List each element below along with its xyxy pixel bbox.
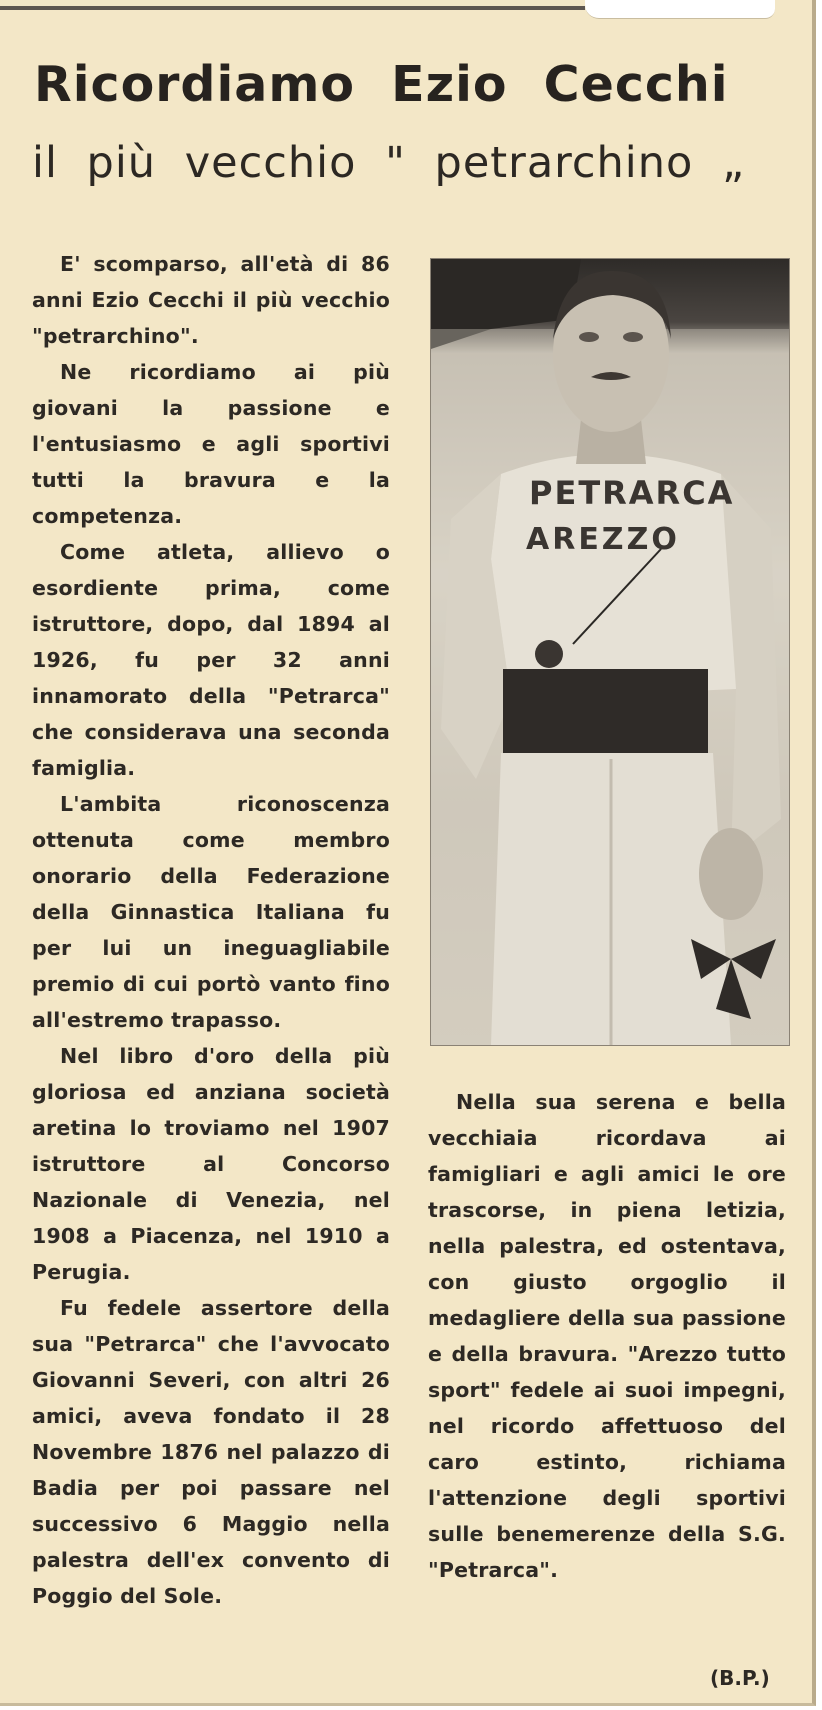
paragraph: Ne ricordiamo ai più giovani la passione e l'entusiasmo e agli sportivi tutti la bravura e la competenza. [32,360,390,528]
paragraph: Come atleta, allievo o esordiente prima, come istruttore, dopo, dal 1894 al 1926, fu per 32 anni innamorato della "Petrarca" che considerava una seconda famiglia. [32,540,390,780]
paragraph: L'ambita riconoscenza ottenuta come membro onorario della Federazione della Ginnastica Italiana fu per lui un ineguagliabile premio di cui portò vanto fino all'estremo trapasso. [32,792,390,1032]
paragraph: Nel libro d'oro della più gloriosa ed anziana società aretina lo troviamo nel 1907 istruttore al Concorso Nazionale di Venezia, nel 1908 a Piacenza, nel 1910 a Perugia. [32,1044,390,1284]
top-rule [0,6,585,10]
paragraph: Nella sua serena e bella vecchiaia ricordava ai famigliari e agli amici le ore trascorse, in piena letizia, nella palestra, ed ostentava, con giusto orgoglio il medagliere della sua passione e della bravura. "Arezzo tutto sport" fedele ai suoi impegni, nel ricordo affettuoso del caro estinto, richiama l'attenzione degli sportivi sulle benemerenze della S.G. "Petrarca". [428,1090,786,1582]
jersey-text-1: PETRARCA [529,474,735,512]
left-column [32,246,390,1614]
torn-edge [585,0,775,19]
jersey-text-2: AREZZO [526,522,680,557]
athlete-photo-illustration [431,259,789,1045]
paragraph: Fu fedele assertore della sua "Petrarca" che l'avvocato Giovanni Severi, con altri 26 amici, aveva fondato il 28 Novembre 1876 nel palazzo di Badia per poi passare nel successivo 6 Maggio nella palestra dell'ex convento di Poggio del Sole. [32,1296,390,1608]
athlete-photo [430,258,790,1046]
subheadline: il più vecchio " petrarchino „ [32,138,746,188]
paragraph: E' scomparso, all'età di 86 anni Ezio Cecchi il più vecchio "petrarchino". [32,252,390,348]
right-column [428,1084,786,1588]
byline: (B.P.) [710,1666,770,1690]
headline: Ricordiamo Ezio Cecchi [34,56,729,113]
